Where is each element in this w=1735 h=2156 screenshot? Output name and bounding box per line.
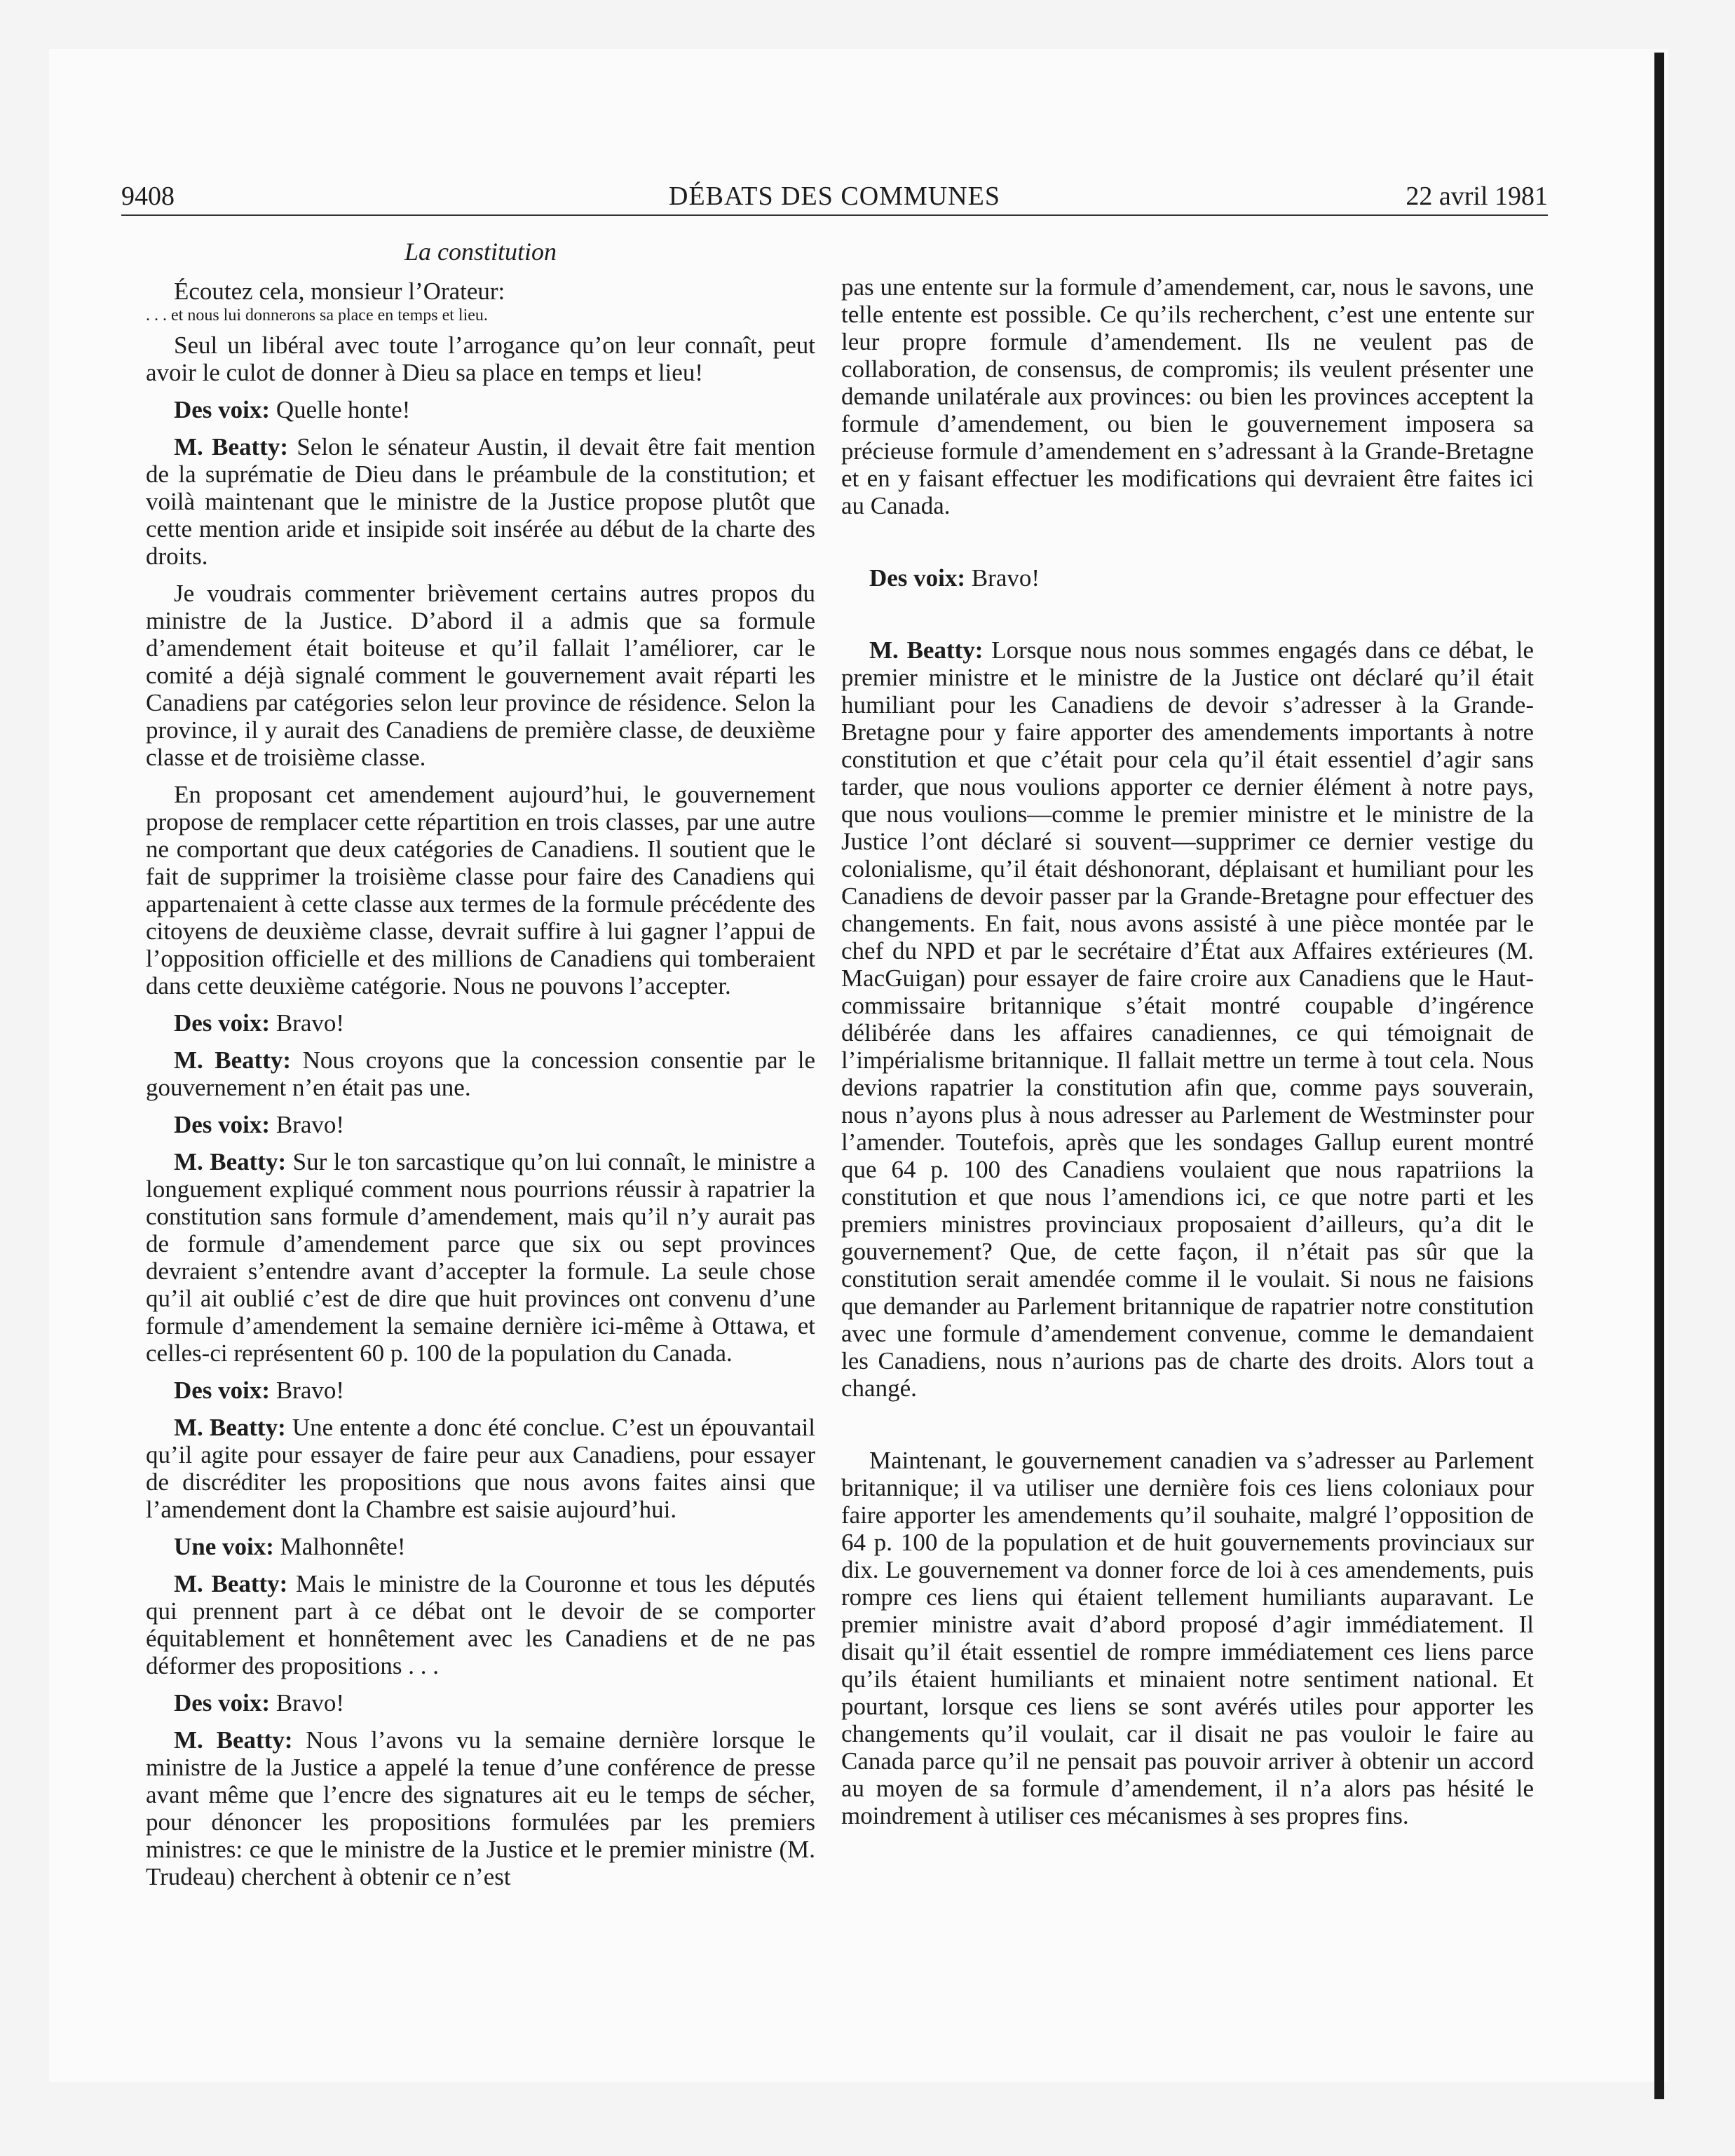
header-rule	[121, 214, 1548, 216]
speech-text: Quelle honte!	[275, 396, 411, 423]
page-number: 9408	[121, 182, 175, 211]
speech	[841, 564, 1534, 592]
speech-text: Bravo!	[971, 564, 1040, 592]
speech	[146, 1570, 815, 1679]
speaker-name: Des voix:	[174, 1689, 271, 1717]
speech	[841, 636, 1534, 1402]
speech	[146, 1377, 815, 1404]
speech-text: Sur le ton sarcastique qu’on lui connaît, le ministre a longuement expliqué comment nous pourrions réussir à rapatrier la constitution sans formule d’amendement, mais qu’il n’y aurait pas de formule d’amendement parce que six ou sept provinces devraient s’entendre avant d’accepter la formule. La seule chose qu’il ait oublié c’est de dire que huit provinces ont convenu d’une formule d’amendement la semaine dernière ici-même à Ottawa, et celles-ci représentent 60 p. 100 de la population du Canada.	[146, 1148, 815, 1367]
paragraph: Seul un libéral avec toute l’arrogance qu’on leur connaît, peut avoir le culot de donner à Dieu sa place en temps et lieu!	[146, 332, 815, 386]
speaker-name: M. Beatty:	[174, 1570, 288, 1597]
speech	[146, 1111, 815, 1138]
speech-text: Une entente a donc été conclue. C’est un épouvantail qu’il agite pour essayer de faire peur aux Canadiens, pour essayer de discréditer les propositions que nous avons faites ainsi que l’amendement dont la Chambre est saisie aujourd’hui.	[146, 1414, 816, 1523]
speech-text: Nous croyons que la concession consentie par le gouvernement n’en était pas une.	[146, 1046, 815, 1101]
speech-text: Bravo!	[275, 1009, 345, 1037]
publication-title: DÉBATS DES COMMUNES	[669, 182, 1000, 211]
paragraph: Écoutez cela, monsieur l’Orateur:	[174, 278, 505, 305]
speech	[146, 433, 815, 570]
paragraph: Maintenant, le gouvernement canadien va s’adresser au Parlement britannique; il va utiliser une dernière fois ces liens coloniaux pour faire apporter les amendements qu’il souhaite, malgré l’opposition de 64 p. 100 de la population et de huit gouvernements provinciaux sur dix. Le gouvernement va donner force de loi à ces amendements, puis rompre ces liens qui étaient tellement humiliants auparavant. Le premier ministre avait d’abord proposé d’agir immédiatement. Il disait qu’il était essentiel de rompre immédiatement ces liens parce qu’ils étaient humiliants et minaient notre sentiment national. Et pourtant, lorsque ces liens se sont avérés utiles pour apporter les changements qu’il voulait, car il disait ne pas vouloir le faire au Canada parce qu’il ne pensait pas pouvoir arriver à obtenir un accord au moyen de sa formule d’amendement, il n’a alors pas hésité le moindrement à utiliser ces mécanismes à ses propres fins.	[841, 1447, 1534, 1829]
speech-text: Lorsque nous nous sommes engagés dans ce débat, le premier ministre et le ministre de la Justice ont déclaré qu’il était humiliant pour les Canadiens de devoir s’adresser à la Grande-Bretagne pour y faire apporter des amendements importants à notre constitution et que c’était pour cela qu’il était essentiel d’agir sans tarder, que nous voulions apporter ce dernier élément à notre pays, que nous voulions—comme le premier ministre et le ministre de la Justice l’ont déclaré si souvent—supprimer ce dernier vestige du colonialisme, qu’il était déshonorant, déplaisant et humiliant pour les Canadiens de devoir passer par la Grande-Bretagne pour effectuer des changements. En fait, nous avons assisté à une pièce montée par le chef du NPD et par le secrétaire d’État aux Affaires extérieures (M. MacGuigan) pour essayer de faire croire aux Canadiens que le Haut-commissaire britannique s’était montré coupable d’ingérence délibérée dans les affaires canadiennes, ce qui témoignait de l’impérialisme britannique. Il fallait mettre un terme à tout cela. Nous devions rapatrier la constitution afin que, comme pays souverain, nous n’ayons plus à nous adresser au Parlement de Westminster pour l’amender. Toutefois, après que les sondages Gallup eurent montré que 64 p. 100 des Canadiens voulaient que nous rapatriions la constitution et que nous l’amendions ici, ce que notre parti et les premiers ministres provinciaux proposaient d’ailleurs, qu’a dit le gouvernement? Que, de cette façon, il n’était pas sûr que la constitution serait amendée comme il le voulait. Si nous ne faisions que demander au Parlement britannique de rapatrier notre constitution avec une formule d’amendement convenue, comme le demandaient les Canadiens, nous n’aurions pas de charte des droits. Alors tout a changé.	[841, 636, 1534, 1402]
speaker-name: M. Beatty:	[174, 1726, 293, 1754]
speaker-name: Des voix:	[174, 1009, 271, 1037]
page-date: 22 avril 1981	[1406, 182, 1548, 211]
quotation: . . . et nous lui donnerons sa place en temps et lieu.	[146, 306, 488, 325]
speech-text: Bravo!	[275, 1689, 345, 1717]
paragraph: pas une entente sur la formule d’amendement, car, nous le savons, une telle entente est possible. Ce qu’ils recherchent, c’est une entente sur leur propre formule d’amendement. Ils ne veulent pas de collaboration, de consensus, de compromis; ils veulent présenter une demande unilatérale aux provinces: ou bien les provinces acceptent la formule d’amendement, ou bien le gouvernement imposera sa précieuse formule d’amendement en s’adressant à la Grande-Bretagne et en y faisant effectuer les modifications qui devraient être faites ici au Canada.	[841, 273, 1534, 519]
speaker-name: Une voix:	[174, 1533, 274, 1560]
speech	[146, 1726, 815, 1890]
speech-text: Bravo!	[275, 1377, 345, 1404]
speaker-name: Des voix:	[869, 564, 966, 592]
speech-text: Nous l’avons vu la semaine dernière lorsque le ministre de la Justice a appelé la tenue d’une conférence de presse avant même que l’encre des signatures ait eu le temps de sécher, pour dénoncer les propositions formulées par les premiers ministres: ce que le ministre de la Justice et le premier ministre (M. Trudeau) cherchent à obtenir ce n’est	[146, 1726, 816, 1890]
paragraph: Je voudrais commenter brièvement certains autres propos du ministre de la Justice. D’abord il a admis que sa formule d’amendement était boiteuse et qu’il fallait l’améliorer, car le comité a déjà signalé comment le gouvernement avait réparti les Canadiens par catégories selon leur province de résidence. Selon la province, il y aurait des Canadiens de première classe, de deuxième classe et de troisième classe.	[146, 580, 815, 771]
speech-text: Selon le sénateur Austin, il devait être fait mention de la suprématie de Dieu dans le préambule de la constitution; et voilà maintenant que le ministre de la Justice propose plutôt que cette mention aride et insipide soit insérée au début de la charte des droits.	[146, 433, 815, 570]
speech-text: Bravo!	[275, 1111, 345, 1138]
speaker-name: M. Beatty:	[174, 1414, 286, 1441]
left-column	[146, 238, 815, 1890]
speaker-name: Des voix:	[174, 396, 271, 423]
page-header	[121, 181, 1548, 216]
speaker-name: Des voix:	[174, 1111, 271, 1138]
speech	[146, 1689, 815, 1717]
speech	[146, 396, 815, 423]
speech	[146, 1414, 815, 1523]
speaker-name: M. Beatty:	[174, 1046, 292, 1074]
speech	[146, 1009, 815, 1037]
speaker-name: Des voix:	[174, 1377, 271, 1404]
speech	[146, 1533, 815, 1560]
speech-text: Mais le ministre de la Couronne et tous les députés qui prennent part à ce débat ont le devoir de se comporter équitablement et honnêtement avec les Canadiens et de ne pas déformer des propositions . . .	[146, 1570, 815, 1679]
speech	[146, 1046, 815, 1101]
speech-text: Malhonnête!	[280, 1533, 406, 1560]
paragraph: En proposant cet amendement aujourd’hui, le gouvernement propose de remplacer cette répartition en trois classes, par une autre ne comportant que deux catégories de Canadiens. Il soutient que le fait de supprimer la troisième classe pour faire des Canadiens qui appartenaient à cette classe aux termes de la formule précédente des citoyens de deuxième classe, devrait suffire à lui gagner l’appui de l’opposition officielle et des millions de Canadiens qui tomberaient dans cette deuxième catégorie. Nous ne pouvons l’accepter.	[146, 781, 815, 999]
scan-edge-bar	[1654, 53, 1664, 2099]
speaker-name: M. Beatty:	[174, 433, 289, 460]
speaker-name: M. Beatty:	[869, 636, 984, 664]
speaker-name: M. Beatty:	[174, 1148, 287, 1175]
right-column	[841, 273, 1534, 1829]
section-title: La constitution	[404, 238, 557, 266]
speech	[146, 1148, 815, 1367]
